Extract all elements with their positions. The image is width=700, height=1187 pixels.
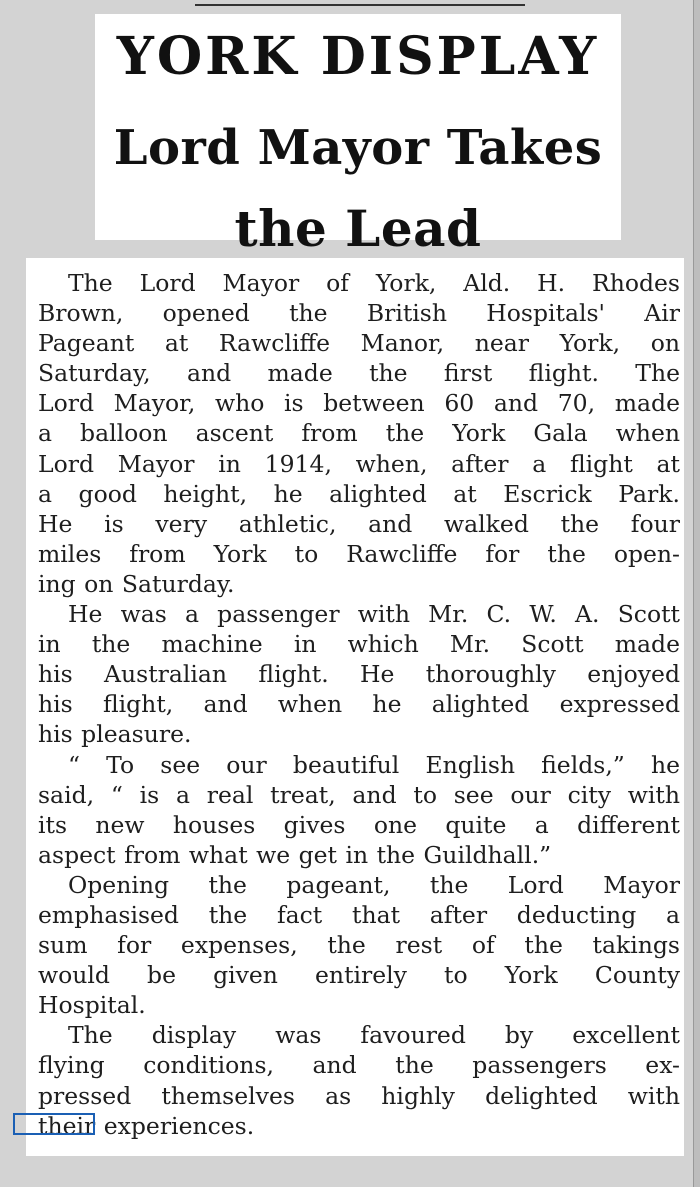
article-line: Saturday, and made the first flight. The [38, 359, 680, 388]
headline-line-1: YORK DISPLAY [116, 26, 600, 87]
article-line: its new houses gives one quite a different [38, 810, 680, 839]
article-line: Brown, opened the British Hospitals' Air [38, 299, 680, 328]
article-line: Lord Mayor in 1914, when, after a flight at [38, 449, 680, 478]
article-line: The display was favoured by excellent [68, 1021, 680, 1050]
article-line: “ To see our beautiful English fields,” he [68, 750, 680, 779]
article-line: Pageant at Rawcliffe Manor, near York, on [38, 329, 680, 358]
article-line: emphasised the fact that after deducting a [38, 900, 680, 929]
article-line: his pleasure. [38, 720, 192, 749]
selection-highlight [13, 1113, 95, 1135]
article-line: aspect from what we get in the Guildhall.” [38, 840, 552, 869]
article-line: miles from York to Rawcliffe for the open- [38, 539, 680, 568]
article-line: a good height, he alighted at Escrick Park. [38, 479, 680, 508]
article-body [26, 258, 684, 1156]
article-line: said, “ is a real treat, and to see our city with [38, 780, 680, 809]
article-line: would be given entirely to York County [38, 961, 680, 990]
article-line: Lord Mayor, who is between 60 and 70, made [38, 389, 680, 418]
article-text [38, 268, 680, 1141]
article-line: sum for expenses, the rest of the takings [38, 931, 680, 960]
article-line: in the machine in which Mr. Scott made [38, 630, 680, 659]
article-line: He is very athletic, and walked the four [38, 509, 680, 538]
page-edge [693, 0, 700, 1187]
article-line: Opening the pageant, the Lord Mayor [68, 870, 680, 899]
article-line: The Lord Mayor of York, Ald. H. Rhodes [68, 269, 680, 297]
article-line: pressed themselves as highly delighted with [38, 1081, 680, 1110]
article-line: his Australian flight. He thoroughly enjoyed [38, 660, 680, 689]
headline-line-2: Lord Mayor Takes [113, 120, 603, 176]
article-line: flying conditions, and the passengers ex- [38, 1051, 680, 1080]
headline-line-3: the Lead [234, 199, 482, 258]
top-rule [195, 4, 525, 6]
article-line: He was a passenger with Mr. C. W. A. Scott [68, 600, 680, 629]
article-line: his flight, and when he alighted expressed [38, 690, 680, 719]
article-line: Hospital. [38, 991, 146, 1020]
article-line: their experiences. [38, 1111, 255, 1140]
article-line: a balloon ascent from the York Gala when [38, 419, 680, 448]
headline [95, 14, 621, 258]
article-line: ing on Saturday. [38, 569, 235, 598]
